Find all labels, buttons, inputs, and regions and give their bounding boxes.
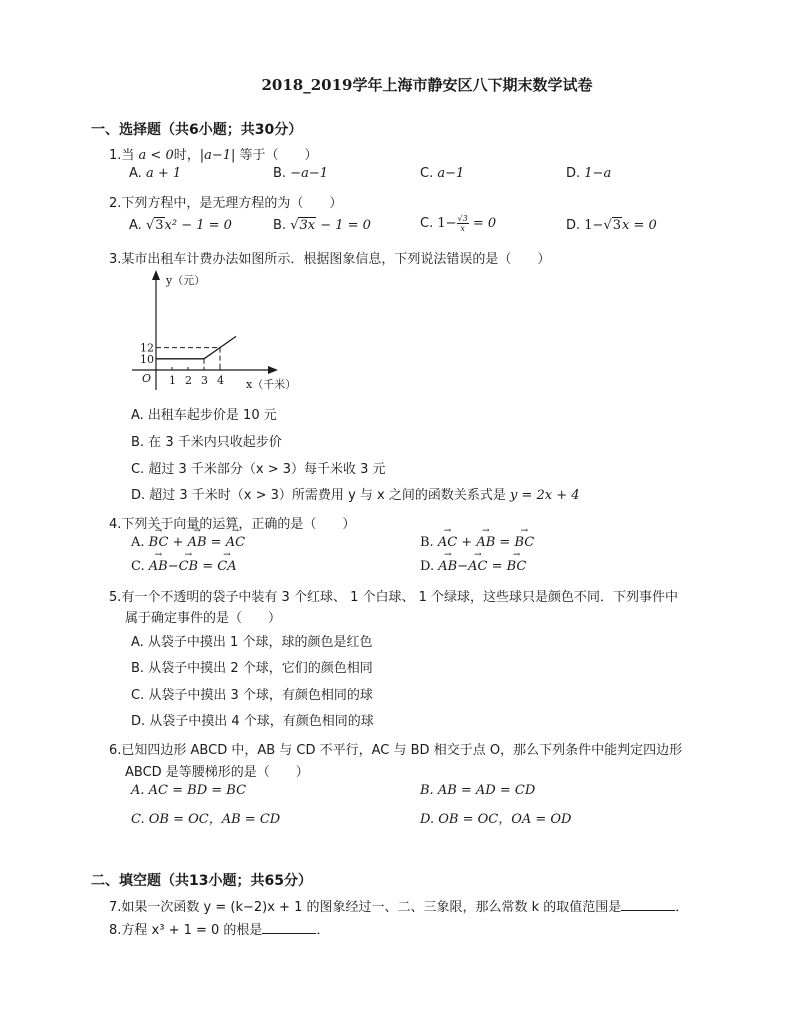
q1-option-b[interactable]: B. −a−1: [273, 166, 328, 181]
q1-option-a[interactable]: A. a + 1: [129, 166, 182, 181]
origin-label: O: [142, 372, 152, 385]
answer-blank[interactable]: [621, 898, 675, 911]
section-heading-choice: 一、选择题（共6小题；共30分）: [91, 122, 303, 138]
answer-blank[interactable]: [262, 921, 316, 934]
q3-option-c[interactable]: C. 超过 3 千米部分（x > 3）每千米收 3 元: [131, 462, 386, 477]
q4-option-d[interactable]: D. → AB−→ AC = → BC: [420, 559, 526, 574]
y-tick-label: 10: [140, 352, 154, 366]
q4-option-b[interactable]: B. → AC + → AB = → BC: [420, 535, 534, 550]
q4-option-c[interactable]: C. → AB−→ CB = → CA: [131, 559, 237, 574]
x-tick-label: 1: [169, 374, 176, 387]
question-6-cont: ABCD 是等腰梯形的是（ ）: [125, 765, 309, 780]
question-4: 4.下列关于向量的运算，正确的是（ ）: [109, 517, 356, 532]
question-5-cont: 属于确定事件的是（ ）: [125, 611, 282, 626]
question-7: 7.如果一次函数 y = (k−2)x + 1 的图象经过一、二、三象限，那么常数 k 的取值范围是 ．: [109, 900, 689, 915]
x-tick-label: 2: [185, 374, 192, 387]
x-axis-label: x（千米）: [246, 378, 297, 391]
q1-option-c[interactable]: C. a−1: [420, 166, 465, 181]
q3-option-a[interactable]: A. 出租车起步价是 10 元: [131, 408, 277, 423]
q5-option-c[interactable]: C. 从袋子中摸出 3 个球，有颜色相同的球: [131, 688, 373, 703]
question-3: 3.某市出租车计费办法如图所示．根据图象信息，下列说法错误的是（ ）: [109, 252, 551, 267]
section-heading-fill: 二、填空题（共13小题；共65分）: [91, 873, 312, 889]
question-6: 6.已知四边形 ABCD 中，AB 与 CD 不平行，AC 与 BD 相交于点 O，那么下列条件中能判定四边形: [109, 743, 683, 758]
y-axis-arrow: [152, 270, 160, 280]
q4-option-a[interactable]: A. → BC + → AB = → AC: [131, 535, 245, 550]
y-tick-label: 12: [140, 341, 154, 355]
y-axis-label: y（元）: [166, 274, 206, 287]
q1-option-d[interactable]: D. 1−a: [566, 166, 612, 181]
q5-option-a[interactable]: A. 从袋子中摸出 1 个球，球的颜色是红色: [131, 635, 373, 650]
question-8: 8.方程 x³ + 1 = 0 的根是 ．: [109, 923, 330, 938]
question-5: 5.有一个不透明的袋子中装有 3 个红球、 1 个白球、 1 个绿球，这些球只是颜色不同．下列事件中: [109, 590, 679, 605]
q3-option-d[interactable]: D. 超过 3 千米时（x > 3）所需费用 y 与 x 之间的函数关系式是 y = 2x + 4: [131, 488, 580, 503]
q2-option-b[interactable]: B. √3x − 1 = 0: [273, 218, 371, 233]
question-2: 2.下列方程中，是无理方程的为（ ）: [109, 196, 343, 211]
q3-option-b[interactable]: B. 在 3 千米内只收起步价: [131, 435, 282, 450]
q5-option-b[interactable]: B. 从袋子中摸出 2 个球，它们的颜色相同: [131, 661, 373, 676]
q2-option-d[interactable]: D. 1−√3x = 0: [566, 218, 657, 233]
page-title: 2018_2019学年上海市静安区八下期末数学试卷: [261, 76, 593, 94]
x-tick-label: 4: [217, 374, 224, 387]
q5-option-d[interactable]: D. 从袋子中摸出 4 个球，有颜色相同的球: [131, 714, 374, 729]
q6-option-d[interactable]: D. OB = OC，OA = OD: [420, 812, 572, 827]
q2-option-c[interactable]: C. 1− $\frac{√3}{x}$ = 0: [420, 214, 497, 233]
question-1: 1.当 a < 0时，|a−1| 等于（ ）: [109, 148, 318, 163]
q2-option-a[interactable]: A. √3x² − 1 = 0: [129, 218, 232, 233]
x-axis-arrow: [268, 366, 278, 374]
q6-option-b[interactable]: B. AB = AD = CD: [420, 783, 536, 798]
q6-option-c[interactable]: C. OB = OC，AB = CD: [131, 812, 281, 827]
x-tick-label: 3: [201, 374, 208, 387]
taxi-fare-chart: [120, 268, 305, 396]
q6-option-a[interactable]: A. AC = BD = BC: [131, 783, 247, 798]
